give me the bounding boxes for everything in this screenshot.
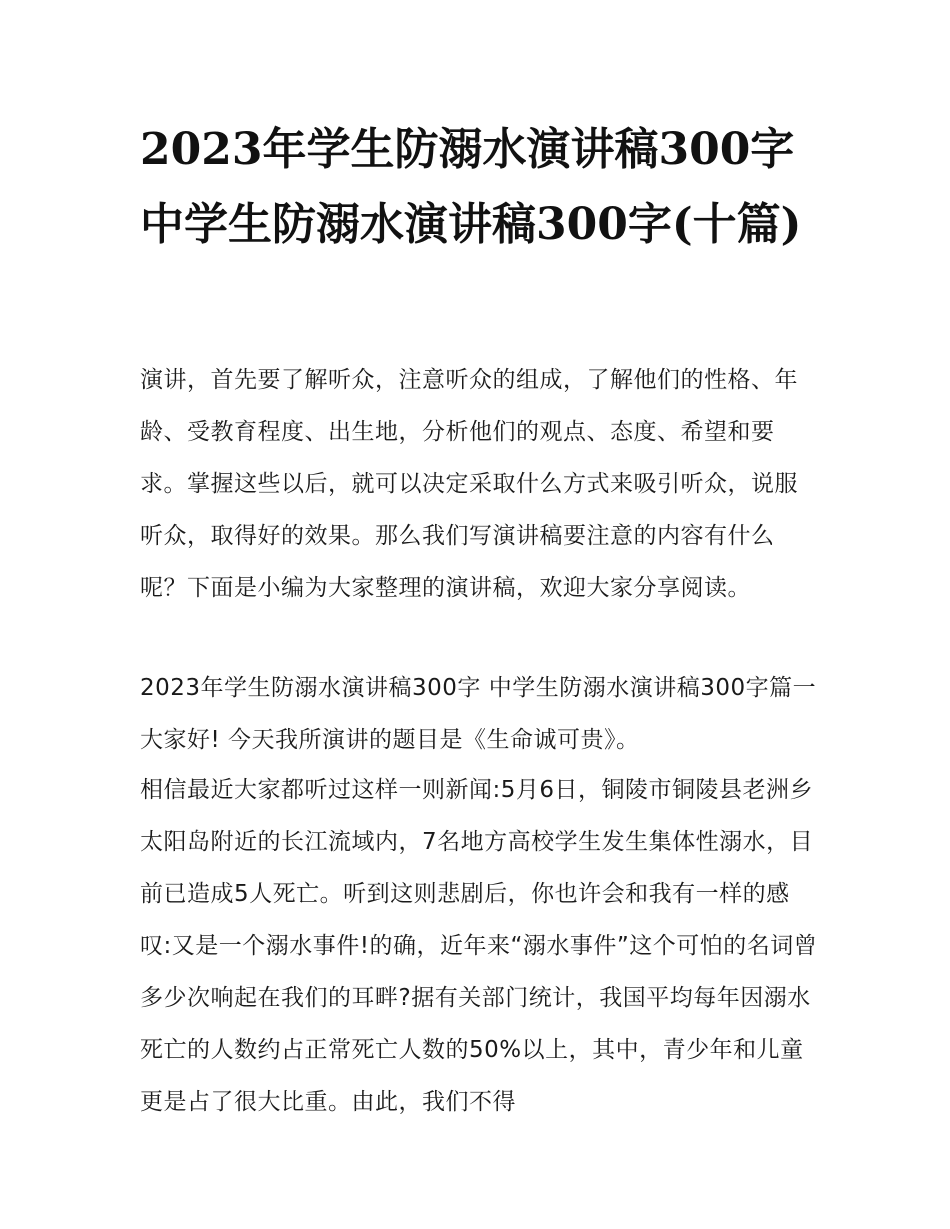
intro-paragraph: 演讲，首先要了解听众，注意听众的组成，了解他们的性格、年龄、受教育程度、出生地，分析他们的观点、态度、希望和要求。掌握这些以后，就可以决定采取什么方式来吸引听众，说服听众，取得好的效果。那么我们写演讲稿要注意的内容有什么呢？下面是小编为大家整理的演讲稿，欢迎大家分享阅读。 [140, 367, 798, 601]
document-title: 2023年学生防溺水演讲稿300字 中学生防溺水演讲稿300字(十篇) [140, 124, 802, 250]
news-paragraph: 相信最近大家都听过这样一则新闻:5月6日，铜陵市铜陵县老洲乡太阳岛附近的长江流域内，7名地方高校学生发生集体性溺水，目前已造成5人死亡。听到这则悲剧后，你也许会和我有一样的感叹:又是一个溺水事件!的确，近年来“溺水事件”这个可怕的名词曾多少次响起在我们的耳畔?据有关部门统计，我国平均每年因溺水死亡的人数约占正常死亡人数的50%以上，其中，青少年和儿童更是占了很大比重。由此，我们不得 [140, 777, 818, 1115]
section-heading-paragraph: 2023年学生防溺水演讲稿300字 中学生防溺水演讲稿300字篇一 大家好! 今天我所演讲的题目是《生命诚可贵》。 [140, 675, 817, 753]
